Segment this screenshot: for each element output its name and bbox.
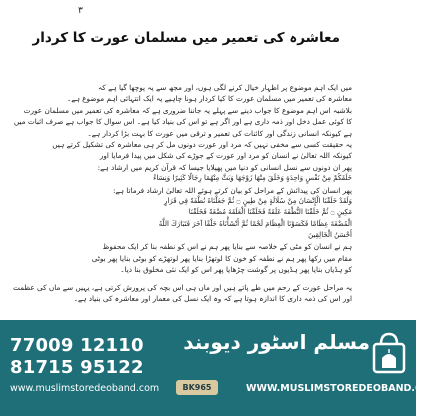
shopping-bag-mosque-icon bbox=[370, 330, 408, 374]
website-link-left[interactable]: www.muslimstoredeoband.com bbox=[10, 383, 160, 394]
phone-number-1[interactable]: 77009 12110 bbox=[10, 335, 144, 356]
text-line: کا کوئی عمل دخل اور ذمہ داری ہے اور اگر ہے تو اس کی بنیاد کیا ہے۔ اس سوال کا جواب ہے صرف اثبات میں bbox=[13, 117, 352, 127]
text-line: أَحْسَنُ الْخَالِقِينَ bbox=[308, 231, 352, 240]
website-link-right[interactable]: WWW.MUSLIMSTOREDEOBAND.COM bbox=[246, 383, 440, 394]
text-line: مقام میں رکھا پھر ہم نے نطفہ کو خون کا لوتھڑا بنایا پھر لوتھڑے کو بوٹی بنایا پھر بوٹی bbox=[91, 253, 352, 263]
page-number: ۳ bbox=[78, 6, 83, 16]
text-line: مَكِينٍ ۝ ثُمَّ خَلَقْنَا النُّطْفَةَ عَلَقَةً فَخَلَقْنَا الْعَلَقَةَ مُضْغَةً فَخَلَقْنَا bbox=[188, 208, 352, 217]
text-line: بلاشبہ اس اہم موضوع کا جواب دینے سے پہلے یہ جاننا ضروری ہے کہ معاشرہ کی تعمیر میں مسلمان عورت bbox=[23, 105, 352, 115]
text-line: ہے کیونکہ انسانی زندگی اور کائنات کی تعمیر و ترقی میں عورت کا بہت بڑا کردار ہے۔ bbox=[87, 128, 352, 138]
text-line: وَلَقَدْ خَلَقْنَا الْإِنْسَانَ مِنْ سُلَالَةٍ مِنْ طِينٍ ۝ ثُمَّ جَعَلْنَاهُ نُطْفَةً فِي قَرَارٍ bbox=[164, 196, 352, 205]
text-line: ہم نے انسان کو مٹی کے خلاصہ سے بنایا پھر ہم نے اس کو نطفہ بنا کر ایک محفوظ bbox=[102, 242, 352, 252]
chapter-title: معاشرہ کی تعمیر میں مسلمان عورت کا کردار bbox=[32, 30, 340, 46]
text-line: خَلَقَكُمْ مِنْ نَفْسٍ وَاحِدَةٍ وَخَلَقَ مِنْهَا زَوْجَهَا وَبَثَّ مِنْهُمَا رِجَالًا كَثِيرًا وَنِسَاءً bbox=[153, 174, 352, 183]
store-logo-text: مسلم اسٹور دیوبند bbox=[183, 330, 370, 354]
text-line: کو ہڈیاں بنایا پھر ہڈیوں پر گوشت چڑھایا پھر اس کو ایک نئی مخلوق بنا دیا۔ bbox=[120, 265, 352, 275]
text-line: یہ حقیقت کسی سے مخفی نہیں کہ مرد اور عورت دونوں مل کر ہی معاشرہ کی تشکیل کرتے ہیں bbox=[52, 139, 352, 149]
phone-number-2[interactable]: 81715 95122 bbox=[10, 357, 144, 378]
text-line: اور اس کی ذمہ داری کا اندازہ ہوتا ہے کہ وہ ایک نسل کی معمار اور معاشرہ کی بنیاد ہے۔ bbox=[73, 294, 352, 304]
page-body-text bbox=[12, 82, 352, 304]
text-line: یہ مراحل عورت کے رحم میں طے پاتے ہیں اور ماں ہی اس بچہ کی پرورش کرتی ہے، یہیں سے ماں کی عظمت bbox=[12, 282, 352, 292]
text-line: معاشرہ کی تعمیر میں مسلمان عورت کا کیا کردار ہونا چاہیے یہ ایک انتہائی اہم موضوع ہے۔ bbox=[67, 94, 352, 104]
text-line: پھر انسان کی پیدائش کے مراحل کو بیان کرتے ہوئے اللہ تعالیٰ ارشاد فرماتا ہے: bbox=[112, 185, 352, 195]
text-line: الْمُضْغَةَ عِظَامًا فَكَسَوْنَا الْعِظَامَ لَحْمًا ثُمَّ أَنْشَأْنَاهُ خَلْقًا آخَرَ فَتَبَارَكَ اللَّهُ bbox=[158, 219, 352, 228]
text-line: میں ایک اہم موضوع پر اظہار خیال کرنے لگی ہوں، اور مجھ سے یہ پوچھا گیا ہے کہ bbox=[98, 83, 352, 92]
product-code-badge: BK965 bbox=[176, 380, 218, 395]
text-line: پھر ان دونوں سے نسل انسانی کو دنیا میں پھیلایا جیسا کہ قرآن کریم میں ارشاد ہے: bbox=[97, 162, 352, 172]
text-line: کیونکہ اللہ تعالیٰ نے انسان کو مرد اور عورت کے جوڑے کی شکل میں پیدا فرمایا اور bbox=[99, 151, 352, 161]
